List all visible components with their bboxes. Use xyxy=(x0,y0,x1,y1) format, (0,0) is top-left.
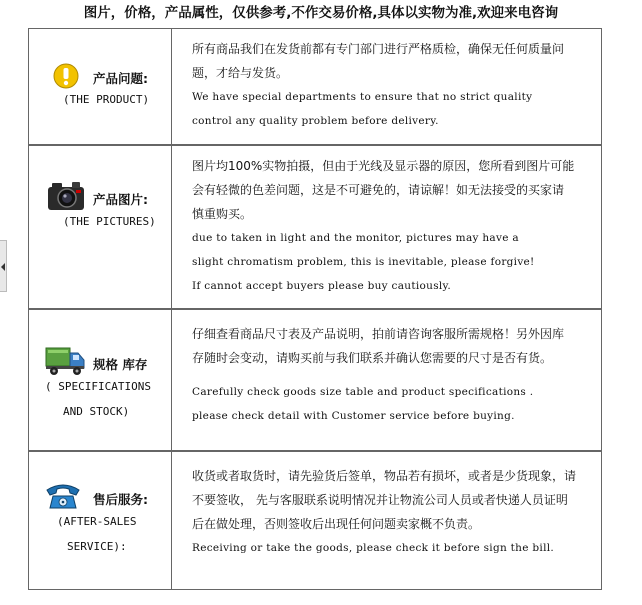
section-title-zh: 产品图片: xyxy=(93,192,148,207)
section-title-en: (AFTER-SALES xyxy=(57,515,137,528)
body-line-zh: 图片均100%实物拍摄，但由于光线及显示器的原因，您所看到图片可能 xyxy=(192,159,575,173)
section-title-zh: 规格 库存 xyxy=(93,357,148,372)
body-line-zh: 慎重购买。 xyxy=(192,207,253,221)
section-pictures xyxy=(28,145,602,309)
section-pictures-heading xyxy=(29,146,172,308)
collapse-tab[interactable] xyxy=(0,240,7,292)
body-line-zh: 所有商品我们在发货前都有专门部门进行严格质检，确保无任何质量问 xyxy=(192,42,565,56)
body-line-en: Receiving or take the goods, please check it before sign the bill. xyxy=(192,542,555,554)
section-title-zh: 产品问题: xyxy=(93,71,148,86)
section-title-en: ( SPECIFICATIONS xyxy=(45,380,151,393)
body-line-en: We have special departments to ensure that no strict quality xyxy=(192,91,533,103)
truck-icon xyxy=(45,344,87,376)
body-line-en: control any quality problem before delivery. xyxy=(192,115,439,127)
body-line-en: Carefully check goods size table and product specifications . xyxy=(192,386,534,398)
section-product-body xyxy=(172,29,601,144)
section-product xyxy=(28,28,602,145)
phone-icon xyxy=(45,482,81,510)
page-banner: 图片，价格，产品属性，仅供参考,不作交易价格,具体以实物为准,欢迎来电咨询 xyxy=(83,5,559,21)
section-title-en: SERVICE): xyxy=(67,540,127,553)
section-pictures-body xyxy=(172,146,601,308)
body-line-zh: 会有轻微的色差问题，这是不可避免的，请谅解！如无法接受的买家请 xyxy=(192,183,565,197)
section-after-sales-body xyxy=(172,452,601,589)
camera-icon xyxy=(47,180,85,212)
section-after-sales-heading xyxy=(29,452,172,589)
body-line-zh: 后在做处理，否则签收后出现任何问题卖家概不负责。 xyxy=(192,517,481,531)
info-icon xyxy=(53,63,79,89)
section-product-heading xyxy=(29,29,172,144)
body-line-zh: 不要签收， 先与客服联系说明情况并让物流公司人员或者快递人员证明 xyxy=(192,493,568,507)
section-title-zh: 售后服务: xyxy=(93,492,148,507)
section-specifications xyxy=(28,309,602,451)
body-line-en: slight chromatism problem, this is inevitable, please forgive! xyxy=(192,256,535,268)
section-title-en: (THE PRODUCT) xyxy=(63,93,150,106)
section-title-en: (THE PICTURES) xyxy=(63,215,156,228)
body-line-en: please check detail with Customer service before buying. xyxy=(192,410,515,422)
section-specifications-body xyxy=(172,310,601,450)
section-specifications-heading xyxy=(29,310,172,450)
section-title-en: AND STOCK) xyxy=(63,405,130,418)
body-line-zh: 题，才给与发货。 xyxy=(192,66,289,80)
body-line-zh: 存随时会变动，请购买前与我们联系并确认您需要的尺寸是否有货。 xyxy=(192,351,553,365)
section-after-sales xyxy=(28,451,602,590)
body-line-zh: 收货或者取货时，请先验货后签单，物品若有损坏，或者是少货现象，请 xyxy=(192,469,577,483)
body-line-en: due to taken in light and the monitor, pictures may have a xyxy=(192,232,519,244)
body-line-zh: 仔细查看商品尺寸表及产品说明，拍前请咨询客服所需规格！另外因库 xyxy=(192,327,565,341)
body-line-en: If cannot accept buyers please buy cautiously. xyxy=(192,280,452,292)
